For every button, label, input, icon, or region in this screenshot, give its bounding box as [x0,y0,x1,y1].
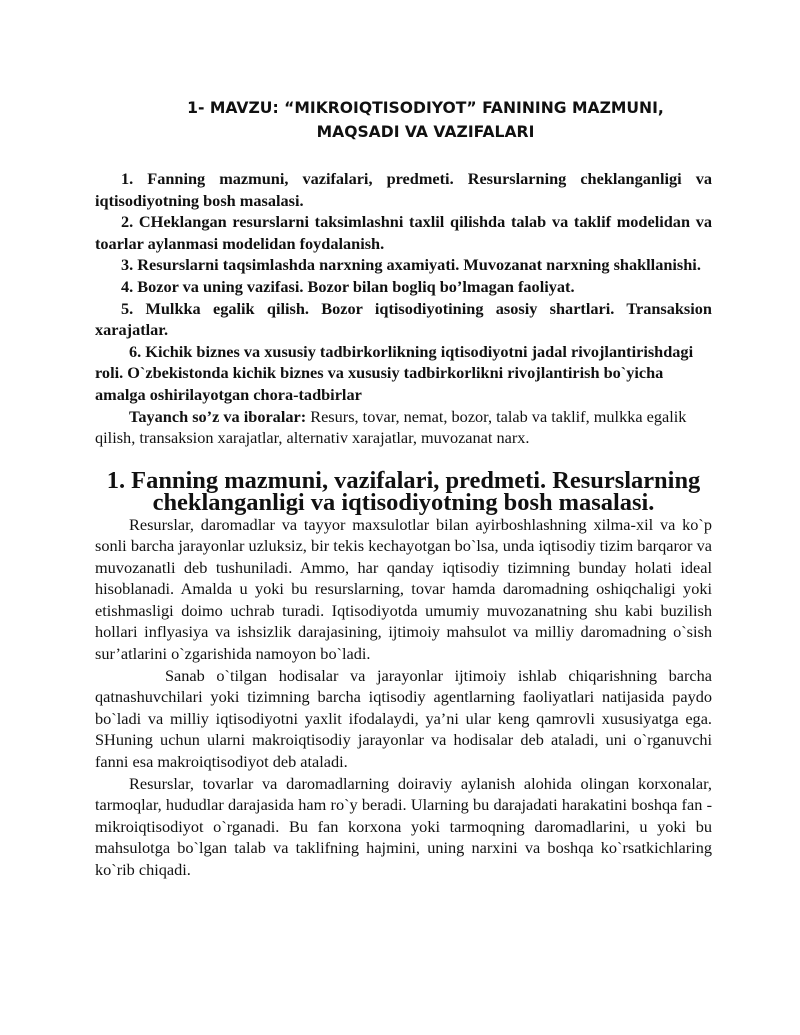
page-title-line-1: 1- MAVZU: “MIKROIQTISODIYOT” FANINING MAZMUNI, [187,99,664,117]
body-paragraph-3: Resurslar, tovarlar va daromadlarning doiraviy aylanish alohida olingan korxonalar, tarmoqlar, hududlar darajasida ham ro`y beradi. Ularning bu darajadati harakatini boshqa fan - mikroiqtisodiyot o`rganadi. Bu fan korxona yoki tarmoqning daromadlarini, u yoki bu mahsulotga bo`lgan talab va taklifning hajmini, uning narxini va boshqa ko`rsatkichlaring ko`rib chiqadi. [95,773,712,879]
section-heading: 1. Fanning mazmuni, vazifalari, predmeti. Resurslarning cheklanganligi va iqtisodiyotning bosh masalasi. [106,467,701,516]
keywords-label: Tayanch so’z va iboralar: [129,406,307,426]
document-page [95,95,712,881]
plan-item-4: 4. Bozor va uning vazifasi. Bozor bilan bogliq bo’lmagan faoliyat. [121,276,575,296]
plan-item-3: 3. Resurslarni taqsimlashda narxning axamiyati. Muvozanat narxning shakllanishi. [121,255,701,275]
body-paragraph-1: Resurslar, daromadlar va tayyor maxsulotlar bilan ayirboshlashning xilma-xil va ko`p sonli barcha jarayonlar uzluksiz, bir tekis kechayotgan bo`lsa, unda iqtisodiy tizim barqaror va muvozanatli deb tushuniladi. Ammo, har qanday iqtisodiy tizimning bunday holati ideal hisoblanadi. Amalda u yoki bu resurslarning, tovar hamda daromadning oshiqchaligi yoki etishmasligi doimo uchrab turadi. Iqtisodiyotda umumiy muvozanatning shu kabi buzilish hollari inflyasiya va ishsizlik darajasining, ijtimoiy mahsulot va milliy daromadning o`sish sur’atlarini o`zgarishida namoyon bo`ladi. [95,514,712,664]
keywords-paragraph [95,406,712,449]
topic-plan-list [95,168,712,406]
plan-item-5: 5. Mulkka egalik qilish. Bozor iqtisodiyotining asosiy shartlari. Transaksion xarajatlar. [95,298,712,340]
page-title-line-2: MAQSADI VA VAZIFALARI [316,123,535,141]
plan-item-1: 1. Fanning mazmuni, vazifalari, predmeti. Resurslarning cheklanganligi va iqtisodiyotning bosh masalasi. [95,169,712,210]
page-title [139,95,712,144]
plan-item-2: 2. CHeklangan resurslarni taksimlashni taxlil qilishda talab va taklif modelidan va toarlar aylanmasi modelidan foydalanish. [95,212,712,253]
plan-item-6: 6. Kichik biznes va xususiy tadbirkorlikning iqtisodiyotni jadal rivojlantirishdagi roli. O`zbekistonda kichik biznes va xususiy tadbirkorlikni rivojlantirish bo`yicha amalga oshirilayotgan chora-tadbirlar [95,341,694,404]
keywords-text: Resurs, tovar, nemat, bozor, talab va taklif, mulkka egalik qilish, transaksion xarajatlar, alternativ xarajatlar, muvozanat narx. [95,406,687,448]
body-paragraph-2: Sanab o`tilgan hodisalar va jarayonlar ijtimoiy ishlab chiqarishning barcha qatnashuvchilari yoki tizimning barcha iqtisodiy agentlarning faoliyatlari natijasida paydo bo`ladi va milliy iqtisodiyotni yaxlit ifodalaydi, ya’ni ular keng qamrovli xususiyatga ega. SHuning uchun ularni makroiqtisodiy jarayonlar va hodisalar deb ataladi, uni o`rganuvchi fanni esa makroiqtisodiyot deb ataladi. [95,665,712,772]
